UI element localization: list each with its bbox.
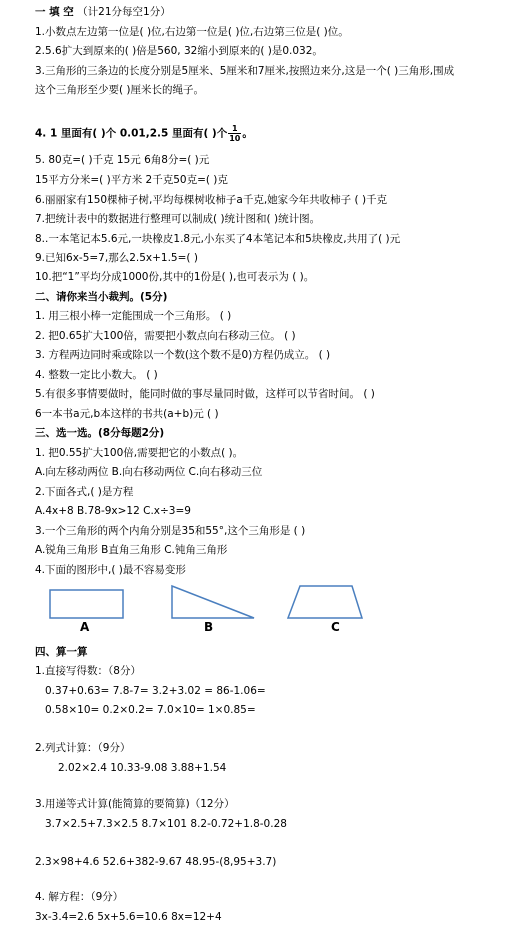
s1-q10: 10.把“1”平均分成1000份,其中的1份是( ),也可表示为 ( )。 (35, 271, 315, 283)
s3-q4: 4.下面的图形中,( )最不容易变形 (35, 564, 186, 576)
s3-q3: 3.一个三角形的两个内角分别是35和55°,这个三角形是 ( ) (35, 525, 306, 537)
s1-q1: 1.小数点左边第一位是( )位,右边第一位是( )位,右边第三位是( )位。 (35, 26, 349, 38)
s3-q2-options: A.4x+8 B.78-9x>12 C.x÷3=9 (35, 505, 191, 517)
s4-part-3-row-2: 2.3×98+4.6 52.6+382-9.67 48.95-(8,95+3.7) (35, 856, 277, 868)
s1-q4-end: 。 (242, 127, 253, 140)
rectangle-shape (50, 590, 123, 618)
section-2-title: 二、请你来当小裁判。(5分) (35, 291, 168, 303)
s3-q3-options: A.锐角三角形 B直角三角形 C.钝角三角形 (35, 544, 228, 556)
fraction-denominator: 10 (229, 134, 241, 143)
s2-item-6: 6一本书a元,b本这样的书共(a+b)元 ( ) (35, 408, 219, 420)
fraction-one-tenth (228, 124, 241, 143)
shape-label-c: C (331, 620, 340, 634)
s4-part-3-row-1: 3.7×2.5+7.3×2.5 8.7×101 8.2-0.72+1.8-0.28 (45, 818, 287, 830)
s3-q2: 2.下面各式,( )是方程 (35, 486, 134, 498)
section-3-title: 三、选一选。(8分每题2分) (35, 427, 165, 439)
s1-q4-text: 4. 1 里面有( )个 0.01,2.5 里面有( )个 (35, 127, 228, 140)
shape-label-a: A (80, 620, 90, 634)
s1-q4 (35, 124, 253, 143)
s1-q8: 8..一本笔记本5.6元,一块橡皮1.8元,小东买了4本笔记本和5块橡皮,共用了( )元 (35, 233, 401, 245)
s2-item-4: 4. 整数一定比小数大。 ( ) (35, 369, 158, 381)
s4-part-3-title: 3.用递等式计算(能简算的要简算)（12分） (35, 798, 235, 810)
s1-q2: 2.5.6扩大到原来的( )倍是560, 32缩小到原来的( )是0.032。 (35, 45, 323, 57)
s1-q3-line1: 3.三角形的三条边的长度分别是5厘米、5厘米和7厘米,按照边来分,这是一个( )三角形,围成 (35, 65, 455, 77)
section-4-title: 四、算一算 (35, 646, 88, 658)
s1-q7: 7.把统计表中的数据进行整理可以制成( )统计图和( )统计图。 (35, 213, 321, 225)
section-1-heading (35, 5, 171, 19)
s2-item-3: 3. 方程两边同时乘或除以一个数(这个数不是0)方程仍成立。 ( ) (35, 349, 331, 361)
section-1-title: 一 填 空 (35, 6, 74, 18)
s1-q6: 6.丽丽家有150棵柿子树,平均每棵树收柿子a千克,她家今年共收柿子 ( )千克 (35, 194, 388, 206)
s4-part-4-row-1: 3x-3.4=2.6 5x+5.6=10.6 8x=12+4 (35, 911, 222, 923)
s2-item-2: 2. 把0.65扩大100倍，需要把小数点向右移动三位。 ( ) (35, 330, 296, 342)
s4-part-4-title: 4. 解方程：（9分） (35, 891, 124, 903)
s4-part-2-row-1: 2.02×2.4 10.33-9.08 3.88+1.54 (58, 762, 227, 774)
fraction-numerator: 1 (228, 124, 241, 134)
s4-part-1-row-1: 0.37+0.63= 7.8-7= 3.2+3.02 = 86-1.06= (45, 685, 266, 697)
s4-part-1-row-2: 0.58×10= 0.2×0.2= 7.0×10= 1×0.85= (45, 704, 256, 716)
s4-part-1-title: 1.直接写得数：（8分） (35, 665, 141, 677)
s3-q1: 1. 把0.55扩大100倍,需要把它的小数点( )。 (35, 447, 244, 459)
right-triangle-shape (172, 586, 254, 618)
s3-q1-options: A.向左移动两位 B.向右移动两位 C.向右移动三位 (35, 466, 263, 478)
s4-part-2-title: 2.列式计算：（9分） (35, 742, 131, 754)
s2-item-5: 5.有很多事情要做时，能同时做的事尽量同时做，这样可以节省时间。 ( ) (35, 388, 375, 400)
shape-label-b: B (204, 620, 214, 634)
s1-q5-line1: 5. 80克=( )千克 15元 6角8分=( )元 (35, 154, 210, 166)
s2-item-1: 1. 用三根小棒一定能围成一个三角形。 ( ) (35, 310, 232, 322)
trapezoid-shape (288, 586, 362, 618)
s1-q3-line2: 这个三角形至少要( )厘米长的绳子。 (35, 84, 205, 96)
s1-q5-line2: 15平方分米=( )平方米 2千克50克=( )克 (35, 174, 228, 186)
s1-q9: 9.已知6x-5=7,那么2.5x+1.5=( ) (35, 252, 198, 264)
section-1-note: （计21分每空1分） (77, 6, 171, 18)
